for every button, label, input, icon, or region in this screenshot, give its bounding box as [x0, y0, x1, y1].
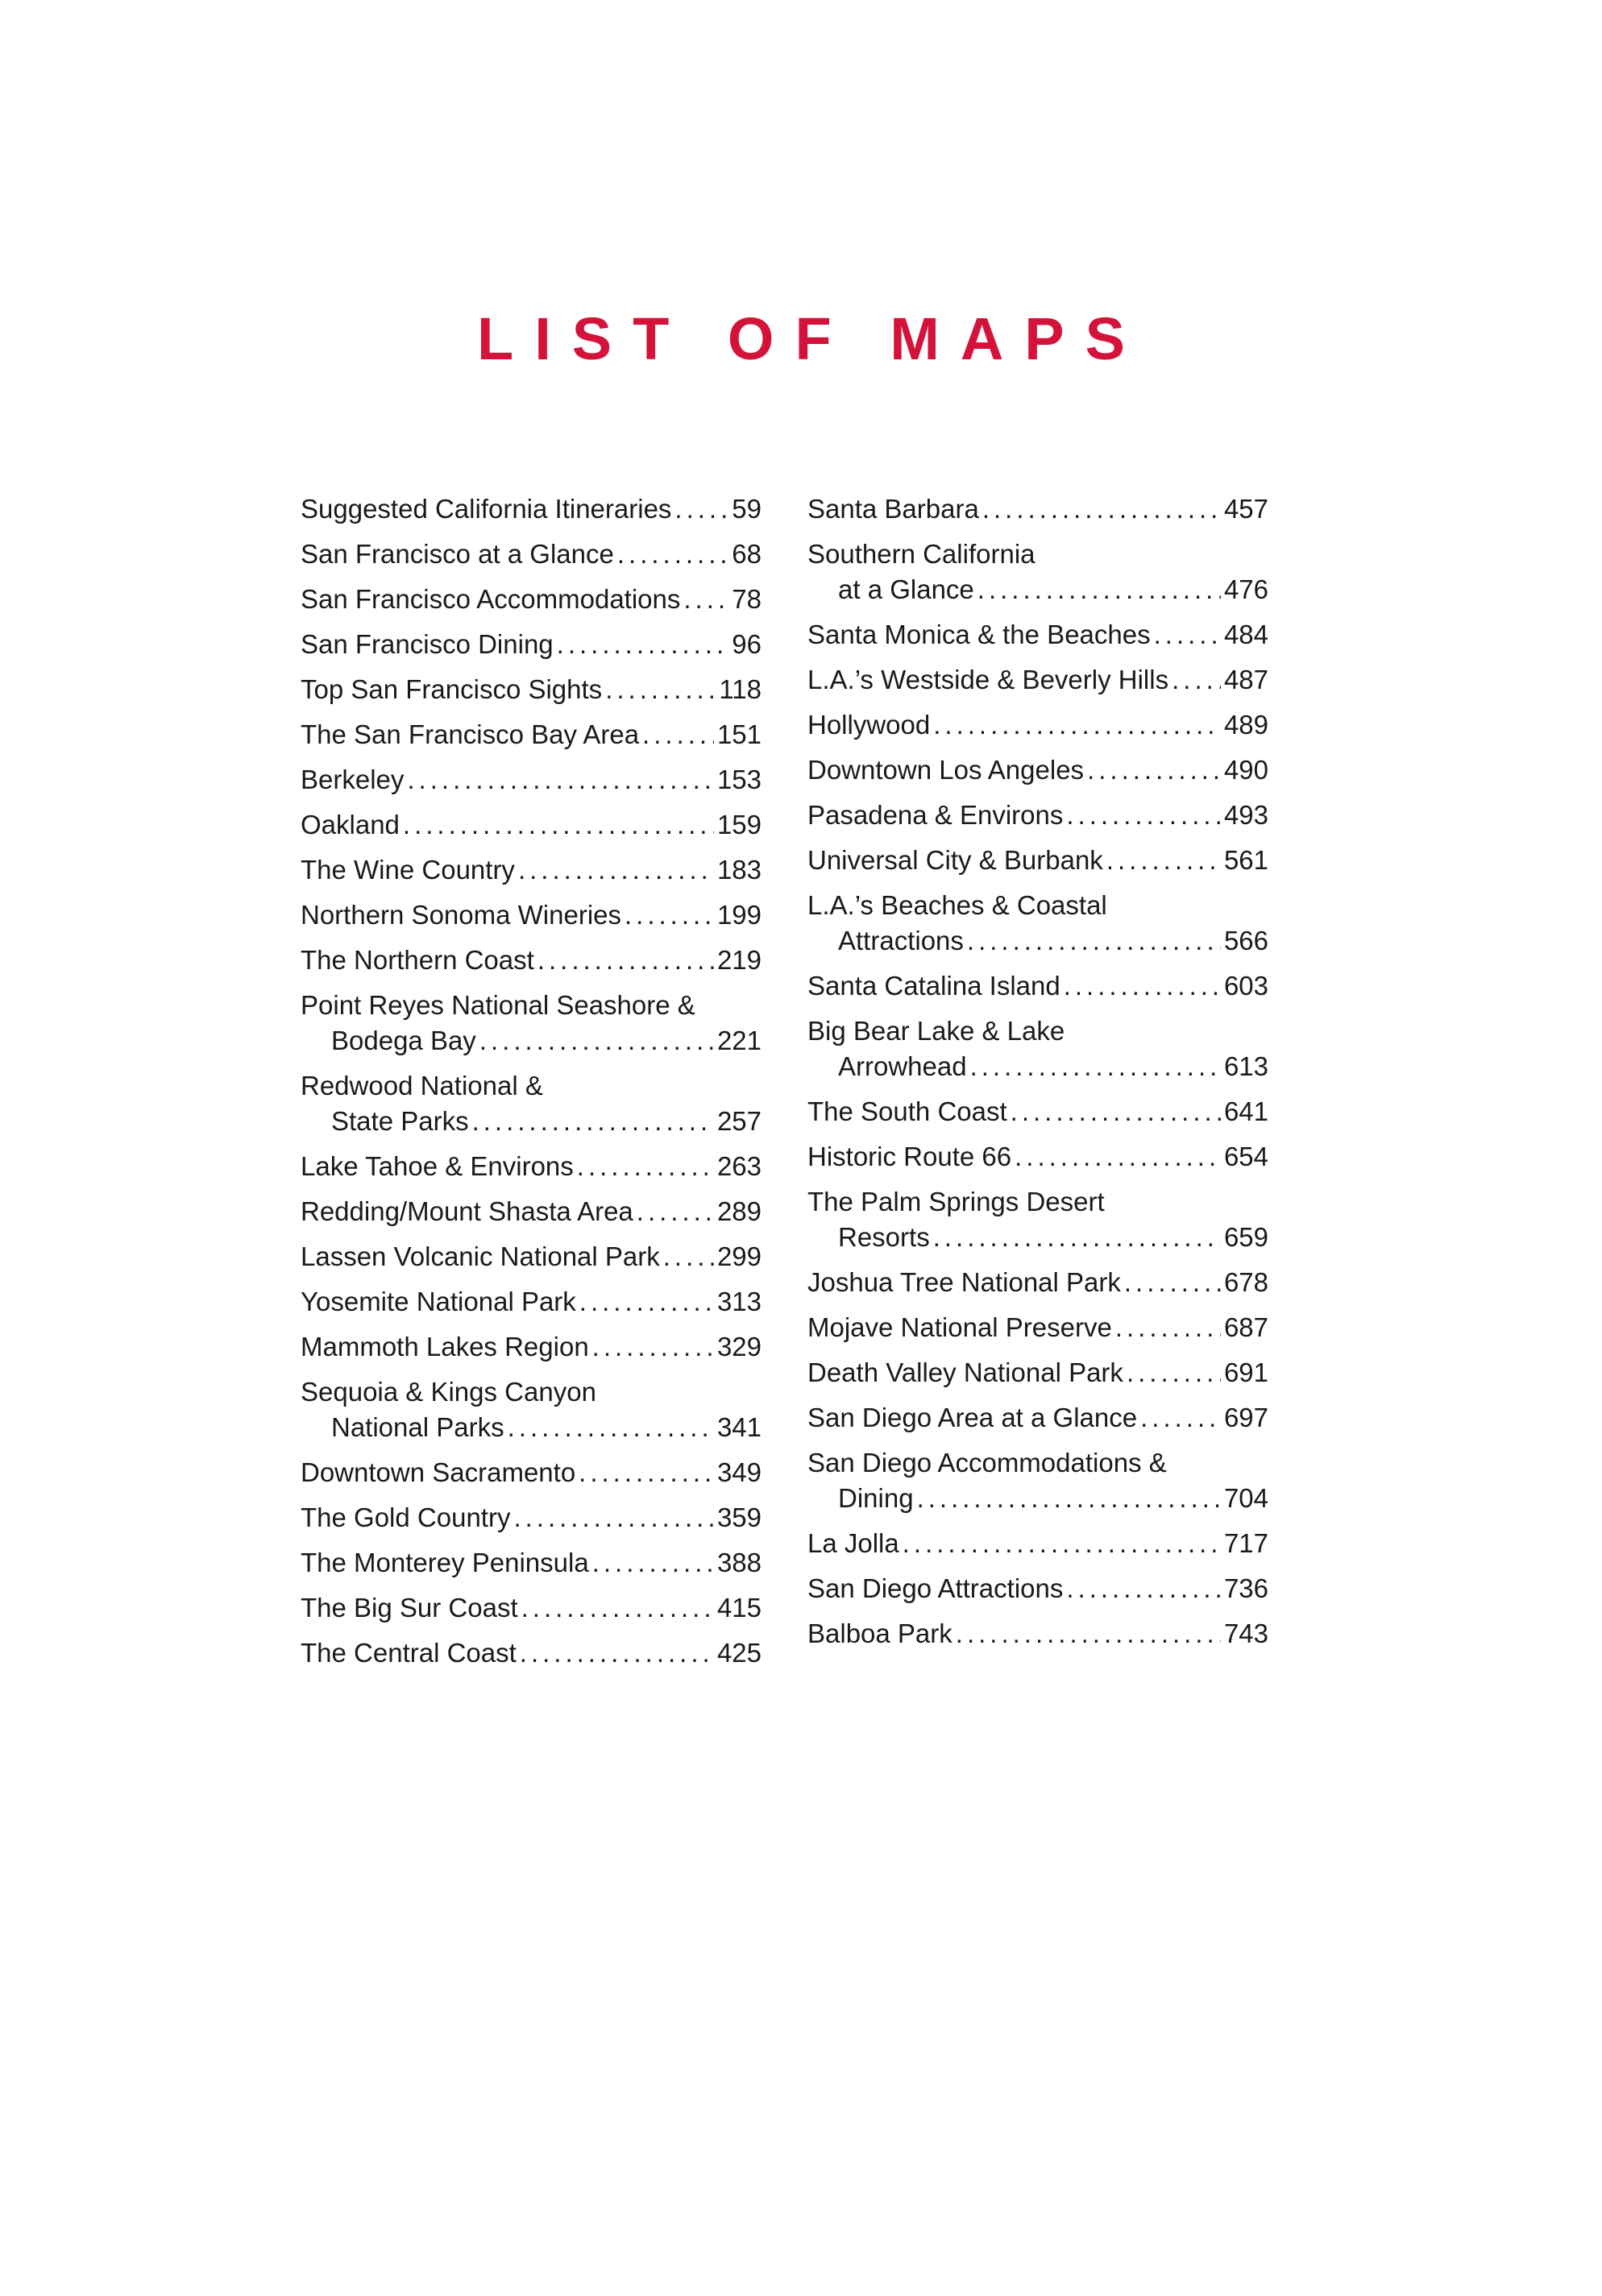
toc-page-number: 603	[1223, 971, 1268, 1001]
toc-entry-line	[807, 1355, 1268, 1390]
toc-page-number: 691	[1223, 1357, 1268, 1387]
toc-entry-title-line: Southern California	[807, 539, 1035, 569]
dot-leader	[1154, 617, 1221, 653]
dot-leader	[592, 1329, 714, 1365]
toc-entry-line	[301, 1500, 762, 1536]
dot-leader	[579, 1455, 714, 1490]
toc-page-number: 118	[719, 674, 762, 704]
toc-page-number: 78	[732, 584, 762, 614]
toc-entry-title-line: Big Bear Lake & Lake	[807, 1016, 1065, 1046]
toc-entry	[807, 491, 1268, 527]
dot-leader	[1011, 1094, 1221, 1129]
toc-entry-title: Santa Monica & the Beaches	[807, 620, 1151, 649]
dot-leader	[1124, 1265, 1221, 1300]
toc-entry	[301, 943, 762, 978]
toc-page-number: 561	[1223, 845, 1268, 875]
dot-leader	[518, 852, 714, 888]
toc-entry	[301, 717, 762, 752]
toc-entry	[301, 1068, 762, 1139]
toc-entry-line	[301, 1635, 762, 1671]
toc-page-number: 457	[1223, 494, 1268, 524]
toc-entry-line	[301, 1194, 762, 1229]
toc-entry-title: Resorts	[838, 1222, 930, 1252]
dot-leader	[967, 923, 1221, 959]
toc-entry	[807, 798, 1268, 833]
toc-entry-title: San Diego Area at a Glance	[807, 1403, 1138, 1432]
toc-entry-title: Balboa Park	[807, 1618, 952, 1648]
dot-leader	[903, 1526, 1221, 1561]
toc-page-number: 221	[716, 1026, 762, 1055]
dot-leader	[642, 717, 714, 752]
toc-entry-title: Joshua Tree National Park	[807, 1267, 1121, 1297]
toc-left-column	[301, 491, 762, 1681]
toc-entry-line	[807, 1265, 1268, 1300]
toc-entry-line	[807, 491, 1268, 527]
toc-page-number: 219	[716, 945, 762, 975]
toc-entry-line	[301, 1545, 762, 1581]
dot-leader	[1015, 1139, 1221, 1175]
toc-entry-title: Santa Barbara	[807, 494, 979, 524]
toc-entry	[301, 897, 762, 933]
toc-entry-title: Dining	[838, 1483, 914, 1513]
toc-entry-line	[301, 943, 762, 978]
toc-page-number: 425	[716, 1638, 762, 1668]
toc-entry	[807, 968, 1268, 1004]
toc-entry-title: The Wine Country	[301, 855, 515, 885]
toc-entry	[301, 537, 762, 572]
toc-entry-title: The Gold Country	[301, 1502, 511, 1532]
toc-page-number: 566	[1223, 926, 1268, 955]
toc-page-number: 613	[1223, 1051, 1268, 1081]
toc-entry-title: San Francisco at a Glance	[301, 539, 614, 569]
toc-entry-title: Yosemite National Park	[301, 1287, 576, 1316]
dot-leader	[508, 1410, 714, 1445]
dot-leader	[617, 537, 728, 572]
dot-leader	[625, 897, 714, 933]
toc-entry	[301, 988, 762, 1059]
toc-entry-line	[807, 1571, 1268, 1606]
toc-entry	[807, 1616, 1268, 1652]
toc-entry	[807, 537, 1268, 607]
toc-entry-line	[301, 762, 762, 798]
dot-leader	[479, 1023, 714, 1059]
toc-entry	[301, 1635, 762, 1671]
toc-entry-line	[807, 752, 1268, 788]
toc-right-column	[807, 491, 1268, 1661]
dot-leader	[663, 1239, 714, 1274]
toc-entry	[807, 1184, 1268, 1255]
toc-entry	[807, 1310, 1268, 1345]
toc-entry-line	[807, 1400, 1268, 1436]
toc-entry-title-line: Redwood National &	[301, 1071, 543, 1100]
toc-entry	[301, 807, 762, 843]
toc-entry	[301, 1590, 762, 1626]
toc-entry-title: La Jolla	[807, 1528, 899, 1558]
toc-page-number: 654	[1223, 1142, 1268, 1171]
toc-page-number: 489	[1223, 710, 1268, 740]
toc-entry-title: The Big Sur Coast	[301, 1593, 518, 1623]
toc-entry-line	[301, 1104, 762, 1139]
toc-entry	[807, 1265, 1268, 1300]
dot-leader	[605, 672, 716, 707]
toc-entry	[301, 1329, 762, 1365]
toc-entry	[301, 1284, 762, 1320]
toc-entry-title: Bodega Bay	[331, 1026, 476, 1055]
dot-leader	[674, 491, 728, 527]
toc-entry-title: Mojave National Preserve	[807, 1312, 1112, 1342]
dot-leader	[1066, 798, 1221, 833]
toc-entry-title: The Monterey Peninsula	[301, 1548, 589, 1577]
toc-entry-title: Death Valley National Park	[807, 1357, 1123, 1387]
dot-leader	[977, 572, 1221, 607]
dot-leader	[1064, 968, 1221, 1004]
toc-entry-title: Historic Route 66	[807, 1142, 1012, 1171]
toc-entry-title: Universal City & Burbank	[807, 845, 1103, 875]
toc-entry-line	[807, 1049, 1268, 1084]
toc-page-number: 697	[1223, 1403, 1268, 1432]
toc-entry-line	[807, 572, 1268, 607]
toc-page-number: 490	[1223, 755, 1268, 785]
toc-entry-line	[807, 843, 1268, 878]
toc-entry-title: Northern Sonoma Wineries	[301, 900, 621, 930]
toc-page-number: 299	[716, 1241, 762, 1271]
toc-entry	[301, 1194, 762, 1229]
toc-page-number: 183	[716, 855, 762, 885]
toc-entry-line	[301, 491, 762, 527]
toc-entry	[807, 707, 1268, 743]
toc-entry-title: Downtown Los Angeles	[807, 755, 1085, 785]
toc-entry-title: Berkeley	[301, 765, 405, 794]
toc-entry-title: Arrowhead	[838, 1051, 967, 1081]
toc-entry-title: Santa Catalina Island	[807, 971, 1060, 1001]
toc-page-number: 159	[716, 810, 762, 839]
toc-entry-title: San Francisco Dining	[301, 629, 554, 659]
toc-entry-line	[301, 1329, 762, 1365]
toc-entry-title: The Central Coast	[301, 1638, 517, 1668]
toc-entry	[301, 1149, 762, 1184]
dot-leader	[520, 1635, 714, 1671]
dot-leader	[557, 627, 729, 662]
toc-entry-line	[807, 968, 1268, 1004]
toc-page-number: 415	[716, 1593, 762, 1623]
dot-leader	[513, 1500, 713, 1536]
toc-entry-title-line: Sequoia & Kings Canyon	[301, 1377, 596, 1407]
toc-entry-line	[301, 1410, 762, 1445]
dot-leader	[956, 1616, 1221, 1652]
dot-leader	[1172, 662, 1221, 698]
dot-leader	[403, 807, 714, 843]
toc-entry-line	[301, 852, 762, 888]
dot-leader	[1127, 1355, 1221, 1390]
dot-leader	[407, 762, 714, 798]
toc-page-number: 678	[1223, 1267, 1268, 1297]
toc-entry	[301, 1455, 762, 1490]
toc-entry	[807, 843, 1268, 878]
toc-entry-line	[301, 1239, 762, 1274]
toc-entry	[807, 1355, 1268, 1390]
toc-entry-line	[301, 672, 762, 707]
toc-entry-title-line: San Diego Accommodations &	[807, 1448, 1167, 1477]
toc-page-number: 59	[732, 494, 762, 524]
toc-entry-line	[807, 707, 1268, 743]
dot-leader	[1115, 1310, 1221, 1345]
toc-page-number: 153	[716, 765, 762, 794]
toc-entry-line	[301, 807, 762, 843]
toc-entry-title: Attractions	[838, 926, 964, 955]
toc-entry	[301, 762, 762, 798]
toc-entry-line	[807, 798, 1268, 833]
toc-entry-line	[807, 662, 1268, 698]
toc-entry	[807, 1526, 1268, 1561]
toc-entry-title: Downtown Sacramento	[301, 1457, 576, 1487]
toc-page-number: 96	[732, 629, 762, 659]
toc-entry-title: Top San Francisco Sights	[301, 674, 603, 704]
toc-page-number: 484	[1223, 620, 1268, 649]
dot-leader	[577, 1149, 714, 1184]
toc-entry-line	[301, 1284, 762, 1320]
toc-entry	[301, 491, 762, 527]
dot-leader	[472, 1104, 714, 1139]
toc-entry	[301, 1545, 762, 1581]
dot-leader	[579, 1284, 714, 1320]
toc-page-number: 68	[732, 539, 762, 569]
dot-leader	[683, 582, 728, 617]
toc-entry	[301, 1239, 762, 1274]
toc-entry	[807, 752, 1268, 788]
toc-entry-line	[301, 537, 762, 572]
toc-entry-line	[807, 1094, 1268, 1129]
toc-entry-line	[807, 1220, 1268, 1255]
toc-entry-title-line: Point Reyes National Seashore &	[301, 990, 695, 1020]
toc-entry	[807, 617, 1268, 653]
toc-entry-line	[301, 1590, 762, 1626]
toc-entry-title: at a Glance	[838, 574, 974, 604]
dot-leader	[1106, 843, 1221, 878]
toc-page-number: 329	[716, 1332, 762, 1361]
dot-leader	[970, 1049, 1221, 1084]
page-title: LIST OF MAPS	[477, 305, 1146, 372]
dot-leader	[1066, 1571, 1221, 1606]
toc-entry-title: Pasadena & Environs	[807, 800, 1064, 830]
toc-entry	[807, 1571, 1268, 1606]
toc-entry	[807, 1013, 1268, 1084]
dot-leader	[933, 707, 1221, 743]
toc-page-number: 717	[1223, 1528, 1268, 1558]
toc-entry-line	[807, 1526, 1268, 1561]
toc-page-number: 313	[716, 1287, 762, 1316]
toc-entry-title: State Parks	[331, 1106, 469, 1136]
toc-entry-title: Lake Tahoe & Environs	[301, 1151, 574, 1181]
dot-leader	[917, 1481, 1221, 1516]
toc-page-number: 743	[1223, 1618, 1268, 1648]
toc-entry-title-line: The Palm Springs Desert	[807, 1187, 1105, 1216]
toc-entry-line	[807, 1481, 1268, 1516]
toc-page-number: 493	[1223, 800, 1268, 830]
toc-entry-title: National Parks	[331, 1412, 504, 1442]
toc-entry-title: The San Francisco Bay Area	[301, 719, 640, 749]
toc-entry	[301, 1500, 762, 1536]
toc-entry-line	[301, 1023, 762, 1059]
dot-leader	[933, 1220, 1221, 1255]
toc-entry-line	[807, 1139, 1268, 1175]
toc-page-number: 687	[1223, 1312, 1268, 1342]
dot-leader	[592, 1545, 714, 1581]
toc-page-number: 736	[1223, 1573, 1268, 1603]
toc-entry-title: San Francisco Accommodations	[301, 584, 681, 614]
toc-entry-line	[807, 617, 1268, 653]
toc-entry	[301, 852, 762, 888]
dot-leader	[637, 1194, 714, 1229]
toc-entry	[807, 662, 1268, 698]
toc-entry-title: Hollywood	[807, 710, 931, 740]
toc-entry-title: The Northern Coast	[301, 945, 534, 975]
toc-entry-title: Redding/Mount Shasta Area	[301, 1196, 633, 1226]
toc-page-number: 151	[716, 719, 762, 749]
toc-entry	[807, 1445, 1268, 1516]
toc-entry-line	[301, 627, 762, 662]
toc-entry-title: Suggested California Itineraries	[301, 494, 672, 524]
toc-entry	[807, 1139, 1268, 1175]
dot-leader	[982, 491, 1221, 527]
toc-page-number: 704	[1223, 1483, 1268, 1513]
toc-entry-line	[301, 1455, 762, 1490]
toc-page-number: 487	[1223, 665, 1268, 694]
toc-page-number: 263	[716, 1151, 762, 1181]
toc-entry-line	[807, 923, 1268, 959]
dot-leader	[521, 1590, 714, 1626]
toc-page-number: 349	[716, 1457, 762, 1487]
dot-leader	[537, 943, 714, 978]
toc-entry-title-line: L.A.’s Beaches & Coastal	[807, 890, 1107, 920]
toc-entry	[807, 1094, 1268, 1129]
toc-entry-title: San Diego Attractions	[807, 1573, 1064, 1603]
toc-page-number: 289	[716, 1196, 762, 1226]
toc-entry-line	[301, 717, 762, 752]
toc-page-number: 359	[716, 1502, 762, 1532]
toc-entry	[301, 627, 762, 662]
toc-page-number: 257	[716, 1106, 762, 1136]
toc-entry	[301, 1374, 762, 1445]
toc-entry-title: Lassen Volcanic National Park	[301, 1241, 660, 1271]
toc-page-number: 388	[716, 1548, 762, 1577]
toc-entry	[301, 582, 762, 617]
toc-entry-title: Oakland	[301, 810, 400, 839]
toc-entry	[807, 888, 1268, 959]
toc-entry-title: Mammoth Lakes Region	[301, 1332, 589, 1361]
toc-page-number: 341	[716, 1412, 762, 1442]
toc-page-number: 476	[1223, 574, 1268, 604]
toc-entry	[301, 672, 762, 707]
toc-page-number: 659	[1223, 1222, 1268, 1252]
dot-leader	[1140, 1400, 1221, 1436]
toc-page-number: 641	[1223, 1096, 1268, 1126]
toc-entry-line	[807, 1310, 1268, 1345]
toc-entry-title: The South Coast	[807, 1096, 1007, 1126]
toc-entry-title: L.A.’s Westside & Beverly Hills	[807, 665, 1169, 694]
toc-entry-line	[807, 1616, 1268, 1652]
dot-leader	[1087, 752, 1221, 788]
toc-entry-line	[301, 897, 762, 933]
toc-page-number: 199	[716, 900, 762, 930]
toc-entry-line	[301, 1149, 762, 1184]
toc-entry	[807, 1400, 1268, 1436]
toc-entry-line	[301, 582, 762, 617]
